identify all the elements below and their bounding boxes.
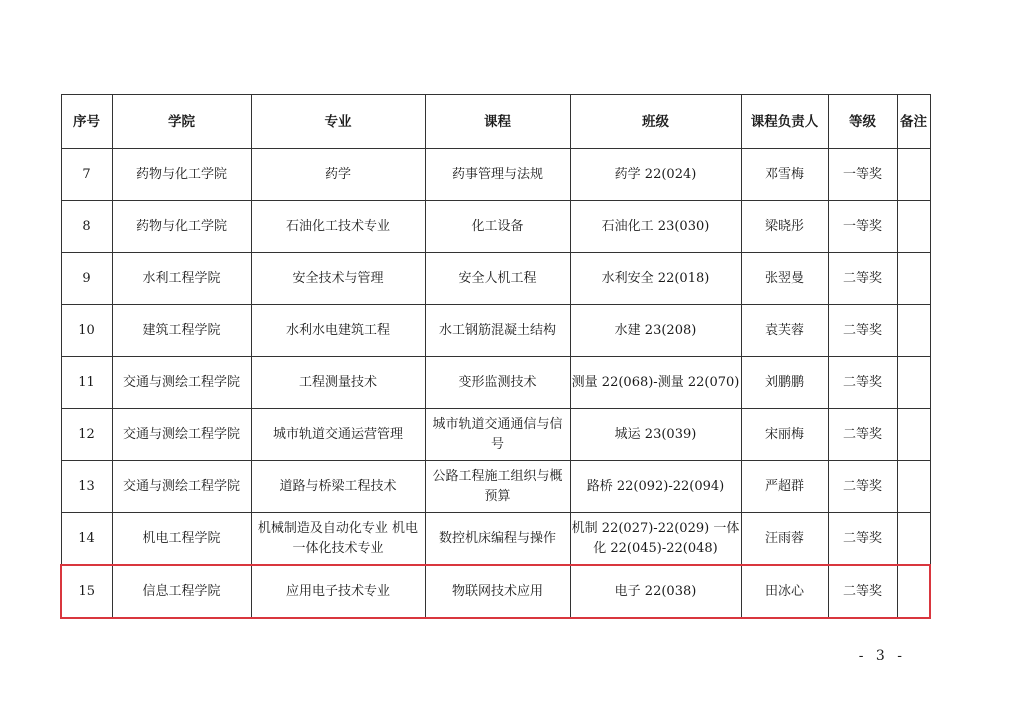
awards-table	[60, 94, 931, 619]
cell-index: 14	[61, 513, 112, 566]
header-remarks: 备注	[897, 95, 930, 149]
cell-class: 药学 22(024)	[570, 149, 741, 201]
table-body	[61, 149, 930, 619]
cell-course: 化工设备	[425, 201, 570, 253]
cell-course-lead: 田冰心	[741, 565, 828, 618]
cell-remarks	[897, 253, 930, 305]
cell-remarks	[897, 305, 930, 357]
cell-grade: 二等奖	[828, 357, 897, 409]
cell-remarks	[897, 201, 930, 253]
header-index: 序号	[61, 95, 112, 149]
page-number: - 3 -	[858, 648, 906, 664]
cell-college: 交通与测绘工程学院	[112, 461, 251, 513]
cell-grade: 一等奖	[828, 201, 897, 253]
cell-course-lead: 刘鹏鹏	[741, 357, 828, 409]
cell-college: 信息工程学院	[112, 565, 251, 618]
cell-college: 建筑工程学院	[112, 305, 251, 357]
cell-major: 水利水电建筑工程	[251, 305, 425, 357]
cell-grade: 二等奖	[828, 565, 897, 618]
header-grade: 等级	[828, 95, 897, 149]
cell-major: 道路与桥梁工程技术	[251, 461, 425, 513]
cell-class: 电子 22(038)	[570, 565, 741, 618]
cell-grade: 二等奖	[828, 253, 897, 305]
cell-class: 测量 22(068)-测量 22(070)	[570, 357, 741, 409]
cell-index: 11	[61, 357, 112, 409]
cell-college: 药物与化工学院	[112, 149, 251, 201]
cell-remarks	[897, 461, 930, 513]
cell-major: 机械制造及自动化专业 机电一体化技术专业	[251, 513, 425, 566]
cell-grade: 二等奖	[828, 409, 897, 461]
cell-course: 变形监测技术	[425, 357, 570, 409]
cell-grade: 一等奖	[828, 149, 897, 201]
cell-major: 安全技术与管理	[251, 253, 425, 305]
table-row	[61, 565, 930, 618]
cell-index: 10	[61, 305, 112, 357]
cell-index: 9	[61, 253, 112, 305]
cell-remarks	[897, 565, 930, 618]
cell-class: 石油化工 23(030)	[570, 201, 741, 253]
table-row	[61, 461, 930, 513]
cell-major: 城市轨道交通运营管理	[251, 409, 425, 461]
header-course: 课程	[425, 95, 570, 149]
cell-major: 工程测量技术	[251, 357, 425, 409]
table-row	[61, 253, 930, 305]
cell-course: 水工钢筋混凝土结构	[425, 305, 570, 357]
table-row	[61, 201, 930, 253]
cell-major: 应用电子技术专业	[251, 565, 425, 618]
cell-college: 机电工程学院	[112, 513, 251, 566]
cell-remarks	[897, 149, 930, 201]
cell-college: 交通与测绘工程学院	[112, 409, 251, 461]
cell-grade: 二等奖	[828, 305, 897, 357]
cell-grade: 二等奖	[828, 513, 897, 566]
cell-major: 石油化工技术专业	[251, 201, 425, 253]
table-header-row	[61, 95, 930, 149]
cell-course: 物联网技术应用	[425, 565, 570, 618]
cell-index: 13	[61, 461, 112, 513]
cell-course-lead: 袁芙蓉	[741, 305, 828, 357]
cell-major: 药学	[251, 149, 425, 201]
table-row	[61, 305, 930, 357]
cell-class: 水利安全 22(018)	[570, 253, 741, 305]
cell-course: 安全人机工程	[425, 253, 570, 305]
cell-course: 公路工程施工组织与概预算	[425, 461, 570, 513]
cell-course: 城市轨道交通通信与信号	[425, 409, 570, 461]
cell-course: 药事管理与法规	[425, 149, 570, 201]
cell-class: 城运 23(039)	[570, 409, 741, 461]
header-major: 专业	[251, 95, 425, 149]
cell-class: 路桥 22(092)-22(094)	[570, 461, 741, 513]
cell-index: 7	[61, 149, 112, 201]
cell-remarks	[897, 513, 930, 566]
cell-college: 药物与化工学院	[112, 201, 251, 253]
cell-index: 12	[61, 409, 112, 461]
cell-remarks	[897, 357, 930, 409]
table-row	[61, 513, 930, 566]
table-row	[61, 409, 930, 461]
cell-course: 数控机床编程与操作	[425, 513, 570, 566]
cell-course-lead: 严超群	[741, 461, 828, 513]
cell-grade: 二等奖	[828, 461, 897, 513]
header-college: 学院	[112, 95, 251, 149]
cell-course-lead: 张翌曼	[741, 253, 828, 305]
table-row	[61, 149, 930, 201]
cell-index: 15	[61, 565, 112, 618]
cell-index: 8	[61, 201, 112, 253]
cell-class: 水建 23(208)	[570, 305, 741, 357]
cell-class: 机制 22(027)-22(029) 一体化 22(045)-22(048)	[570, 513, 741, 566]
cell-course-lead: 宋丽梅	[741, 409, 828, 461]
header-class: 班级	[570, 95, 741, 149]
cell-course-lead: 邓雪梅	[741, 149, 828, 201]
table-row	[61, 357, 930, 409]
cell-course-lead: 汪雨蓉	[741, 513, 828, 566]
cell-course-lead: 梁晓彤	[741, 201, 828, 253]
cell-college: 水利工程学院	[112, 253, 251, 305]
cell-college: 交通与测绘工程学院	[112, 357, 251, 409]
cell-remarks	[897, 409, 930, 461]
header-course-lead: 课程负责人	[741, 95, 828, 149]
